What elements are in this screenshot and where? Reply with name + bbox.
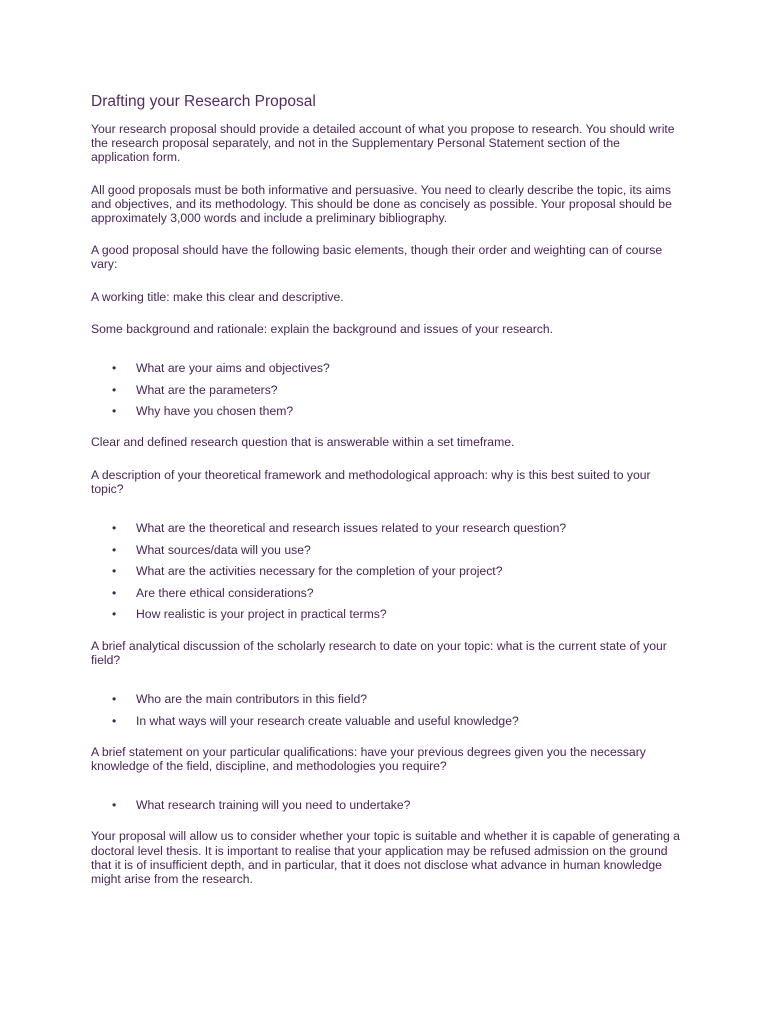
bullet-icon: •	[112, 607, 117, 622]
bullet-list-aims	[91, 361, 681, 418]
paragraph-informative: All good proposals must be both informative and persuasive. You need to clearly describe the topic, its aims and objectives, and its methodology. This should be done as concisely as possible. Your proposal should be approximately 3,000 words and include a preliminary bibliography.	[91, 182, 672, 226]
bullet-icon: •	[112, 798, 117, 813]
document-page	[91, 86, 681, 904]
bullet-icon: •	[112, 382, 117, 397]
list-item: • Why have you chosen them?	[112, 404, 294, 419]
paragraph-background: Some background and rationale: explain the background and issues of your research.	[91, 321, 554, 336]
bullet-list-training	[91, 798, 681, 812]
list-item: • What are the parameters?	[112, 382, 278, 397]
list-item: • What are the activities necessary for the completion of your project?	[112, 564, 503, 579]
bullet-list-contributors	[91, 692, 681, 728]
paragraph-intro: Your research proposal should provide a detailed account of what you propose to research. You should write the research proposal separately, and not in the Supplementary Personal Statement section of the application form.	[91, 122, 675, 165]
paragraph-working-title: A working title: make this clear and descriptive.	[91, 289, 344, 304]
bullet-icon: •	[112, 361, 117, 376]
bullet-list-framework	[91, 521, 681, 622]
list-item: • Are there ethical considerations?	[112, 585, 314, 600]
list-item: • In what ways will your research create valuable and useful knowledge?	[112, 713, 519, 728]
list-item: • Who are the main contributors in this field?	[112, 692, 367, 707]
list-item: • What research training will you need to undertake?	[112, 798, 411, 813]
list-item: • What are the theoretical and research issues related to your research question?	[112, 521, 567, 536]
paragraph-conclusion: Your proposal will allow us to consider whether your topic is suitable and whether it is capable of generating a doctoral level thesis. It is important to realise that your application may be refused admission on the ground that it is of insufficient depth, and in particular, that it does not disclose what advance in human knowledge might arise from the research.	[91, 829, 680, 887]
paragraph-scholarly: A brief analytical discussion of the scholarly research to date on your topic: what is the current state of your field?	[91, 638, 667, 667]
bullet-icon: •	[112, 542, 117, 557]
bullet-icon: •	[112, 713, 117, 728]
paragraph-basic-elements: A good proposal should have the following basic elements, though their order and weighting can of course vary:	[91, 243, 663, 272]
bullet-icon: •	[112, 404, 117, 419]
list-item: • What are your aims and objectives?	[112, 361, 330, 376]
bullet-icon: •	[112, 692, 117, 707]
page-title: Drafting your Research Proposal	[91, 93, 316, 110]
paragraph-research-question: Clear and defined research question that is answerable within a set timeframe.	[91, 435, 515, 450]
bullet-icon: •	[112, 521, 117, 536]
paragraph-framework: A description of your theoretical framework and methodological approach: why is this best suited to your topic?	[91, 467, 651, 496]
list-item: • How realistic is your project in practical terms?	[112, 607, 387, 622]
list-item: • What sources/data will you use?	[112, 542, 311, 557]
bullet-icon: •	[112, 564, 117, 579]
paragraph-qualifications: A brief statement on your particular qualifications: have your previous degrees given you the necessary knowledge of the field, discipline, and methodologies you require?	[91, 744, 646, 774]
bullet-icon: •	[112, 585, 117, 600]
